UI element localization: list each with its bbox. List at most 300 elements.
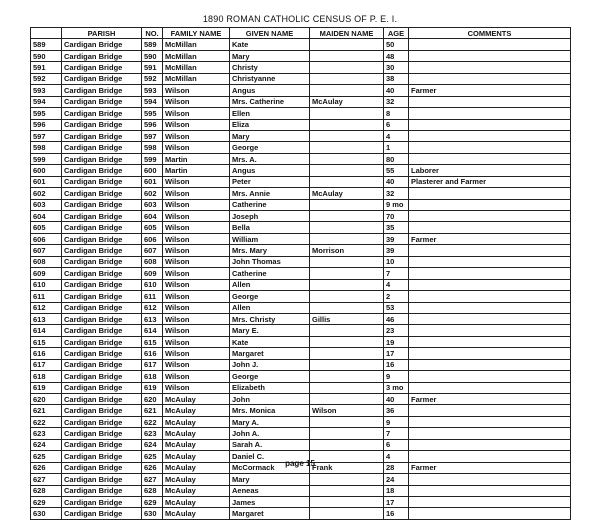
parish-cell: Cardigan Bridge	[62, 245, 142, 256]
comments-cell	[409, 119, 571, 130]
maiden-name-cell	[310, 336, 384, 347]
comments-cell	[409, 405, 571, 416]
row-number: 616	[31, 348, 62, 359]
number-cell: 589	[142, 39, 163, 50]
parish-cell: Cardigan Bridge	[62, 176, 142, 187]
table-row	[31, 313, 571, 324]
family-name-cell: McAulay	[163, 462, 230, 473]
row-number: 590	[31, 50, 62, 61]
family-name-cell: Wilson	[163, 291, 230, 302]
given-name-cell: Sarah A.	[230, 439, 310, 450]
age-cell: 4	[384, 130, 409, 141]
given-name-cell: Angus	[230, 85, 310, 96]
row-number: 603	[31, 199, 62, 210]
age-cell: 55	[384, 165, 409, 176]
maiden-name-cell	[310, 382, 384, 393]
given-name-cell: George	[230, 371, 310, 382]
comments-cell	[409, 188, 571, 199]
comments-cell	[409, 428, 571, 439]
number-cell: 591	[142, 62, 163, 73]
maiden-name-cell	[310, 211, 384, 222]
age-cell: 36	[384, 405, 409, 416]
table-row	[31, 211, 571, 222]
comments-cell	[409, 222, 571, 233]
row-number: 591	[31, 62, 62, 73]
parish-cell: Cardigan Bridge	[62, 313, 142, 324]
row-number: 629	[31, 496, 62, 507]
table-row	[31, 73, 571, 84]
family-name-cell: McAulay	[163, 439, 230, 450]
row-number: 605	[31, 222, 62, 233]
maiden-name-cell	[310, 256, 384, 267]
comments-cell	[409, 439, 571, 450]
given-name-cell: Mrs. Annie	[230, 188, 310, 199]
table-row	[31, 291, 571, 302]
row-number: 615	[31, 336, 62, 347]
family-name-cell: McAulay	[163, 451, 230, 462]
number-cell: 595	[142, 108, 163, 119]
comments-cell	[409, 62, 571, 73]
column-header-given-name: GIVEN NAME	[230, 28, 310, 39]
table-row	[31, 474, 571, 485]
table-row	[31, 302, 571, 313]
given-name-cell: Margaret	[230, 348, 310, 359]
family-name-cell: McAulay	[163, 394, 230, 405]
age-cell: 16	[384, 508, 409, 519]
family-name-cell: Wilson	[163, 313, 230, 324]
family-name-cell: Wilson	[163, 176, 230, 187]
table-row	[31, 508, 571, 519]
table-row	[31, 496, 571, 507]
row-number: 601	[31, 176, 62, 187]
family-name-cell: Wilson	[163, 302, 230, 313]
given-name-cell: Allen	[230, 302, 310, 313]
row-number: 621	[31, 405, 62, 416]
row-number: 598	[31, 142, 62, 153]
number-cell: 628	[142, 485, 163, 496]
parish-cell: Cardigan Bridge	[62, 291, 142, 302]
parish-cell: Cardigan Bridge	[62, 268, 142, 279]
parish-cell: Cardigan Bridge	[62, 222, 142, 233]
comments-cell	[409, 382, 571, 393]
maiden-name-cell	[310, 85, 384, 96]
age-cell: 3 mo	[384, 382, 409, 393]
row-number: 589	[31, 39, 62, 50]
number-cell: 618	[142, 371, 163, 382]
age-cell: 17	[384, 496, 409, 507]
comments-cell: Farmer	[409, 462, 571, 473]
comments-cell	[409, 302, 571, 313]
maiden-name-cell	[310, 39, 384, 50]
row-number: 610	[31, 279, 62, 290]
family-name-cell: Wilson	[163, 211, 230, 222]
age-cell: 39	[384, 245, 409, 256]
given-name-cell: George	[230, 291, 310, 302]
maiden-name-cell	[310, 165, 384, 176]
parish-cell: Cardigan Bridge	[62, 108, 142, 119]
age-cell: 6	[384, 439, 409, 450]
maiden-name-cell	[310, 325, 384, 336]
comments-cell: Farmer	[409, 394, 571, 405]
family-name-cell: Wilson	[163, 96, 230, 107]
given-name-cell: William	[230, 233, 310, 244]
number-cell: 604	[142, 211, 163, 222]
family-name-cell: Wilson	[163, 108, 230, 119]
row-number: 612	[31, 302, 62, 313]
age-cell: 8	[384, 108, 409, 119]
census-table	[30, 27, 571, 520]
given-name-cell: Christy	[230, 62, 310, 73]
family-name-cell: McAulay	[163, 428, 230, 439]
page-title: 1890 ROMAN CATHOLIC CENSUS OF P. E. I.	[202, 14, 398, 24]
parish-cell: Cardigan Bridge	[62, 382, 142, 393]
number-cell: 627	[142, 474, 163, 485]
comments-cell	[409, 153, 571, 164]
maiden-name-cell	[310, 439, 384, 450]
given-name-cell: Daniel C.	[230, 451, 310, 462]
number-cell: 611	[142, 291, 163, 302]
given-name-cell: John Thomas	[230, 256, 310, 267]
family-name-cell: Wilson	[163, 279, 230, 290]
family-name-cell: McAulay	[163, 496, 230, 507]
number-cell: 626	[142, 462, 163, 473]
parish-cell: Cardigan Bridge	[62, 359, 142, 370]
number-cell: 603	[142, 199, 163, 210]
maiden-name-cell	[310, 222, 384, 233]
parish-cell: Cardigan Bridge	[62, 336, 142, 347]
parish-cell: Cardigan Bridge	[62, 119, 142, 130]
age-cell: 48	[384, 50, 409, 61]
number-cell: 593	[142, 85, 163, 96]
number-cell: 601	[142, 176, 163, 187]
number-cell: 599	[142, 153, 163, 164]
row-number: 592	[31, 73, 62, 84]
table-row	[31, 39, 571, 50]
row-number: 600	[31, 165, 62, 176]
family-name-cell: Martin	[163, 153, 230, 164]
table-row	[31, 119, 571, 130]
number-cell: 610	[142, 279, 163, 290]
given-name-cell: John	[230, 394, 310, 405]
column-header-family-name: FAMILY NAME	[163, 28, 230, 39]
maiden-name-cell	[310, 199, 384, 210]
age-cell: 46	[384, 313, 409, 324]
maiden-name-cell: Frank	[310, 462, 384, 473]
age-cell: 53	[384, 302, 409, 313]
comments-cell	[409, 73, 571, 84]
row-number: 619	[31, 382, 62, 393]
maiden-name-cell	[310, 348, 384, 359]
given-name-cell: Mrs. Catherine	[230, 96, 310, 107]
number-cell: 614	[142, 325, 163, 336]
parish-cell: Cardigan Bridge	[62, 485, 142, 496]
family-name-cell: Wilson	[163, 359, 230, 370]
table-row	[31, 233, 571, 244]
given-name-cell: Mrs. Mary	[230, 245, 310, 256]
comments-cell	[409, 371, 571, 382]
maiden-name-cell	[310, 50, 384, 61]
table-row	[31, 188, 571, 199]
given-name-cell: Allen	[230, 279, 310, 290]
family-name-cell: Wilson	[163, 188, 230, 199]
family-name-cell: Wilson	[163, 382, 230, 393]
number-cell: 605	[142, 222, 163, 233]
given-name-cell: Mrs. Monica	[230, 405, 310, 416]
table-row	[31, 371, 571, 382]
comments-cell	[409, 325, 571, 336]
comments-cell	[409, 359, 571, 370]
maiden-name-cell	[310, 119, 384, 130]
maiden-name-cell: Wilson	[310, 405, 384, 416]
column-header-parish: PARISH	[62, 28, 142, 39]
maiden-name-cell	[310, 233, 384, 244]
given-name-cell: John A.	[230, 428, 310, 439]
parish-cell: Cardigan Bridge	[62, 130, 142, 141]
age-cell: 30	[384, 62, 409, 73]
family-name-cell: McMillan	[163, 39, 230, 50]
row-number: 627	[31, 474, 62, 485]
parish-cell: Cardigan Bridge	[62, 233, 142, 244]
family-name-cell: Wilson	[163, 256, 230, 267]
family-name-cell: Wilson	[163, 199, 230, 210]
number-cell: 594	[142, 96, 163, 107]
given-name-cell: Ellen	[230, 108, 310, 119]
table-row	[31, 428, 571, 439]
given-name-cell: Mary	[230, 50, 310, 61]
row-number: 602	[31, 188, 62, 199]
comments-cell: Farmer	[409, 233, 571, 244]
comments-cell	[409, 199, 571, 210]
age-cell: 39	[384, 233, 409, 244]
family-name-cell: Wilson	[163, 245, 230, 256]
given-name-cell: Mrs. Christy	[230, 313, 310, 324]
parish-cell: Cardigan Bridge	[62, 73, 142, 84]
comments-cell	[409, 279, 571, 290]
number-cell: 609	[142, 268, 163, 279]
table-row	[31, 359, 571, 370]
family-name-cell: Wilson	[163, 371, 230, 382]
table-row	[31, 439, 571, 450]
number-cell: 597	[142, 130, 163, 141]
age-cell: 1	[384, 142, 409, 153]
comments-cell	[409, 39, 571, 50]
given-name-cell: Peter	[230, 176, 310, 187]
comments-cell: Plasterer and Farmer	[409, 176, 571, 187]
age-cell: 9	[384, 416, 409, 427]
number-cell: 600	[142, 165, 163, 176]
column-header-no: NO.	[142, 28, 163, 39]
maiden-name-cell	[310, 359, 384, 370]
comments-cell	[409, 496, 571, 507]
number-cell: 616	[142, 348, 163, 359]
number-cell: 592	[142, 73, 163, 84]
comments-cell	[409, 96, 571, 107]
maiden-name-cell	[310, 428, 384, 439]
comments-cell	[409, 336, 571, 347]
number-cell: 622	[142, 416, 163, 427]
table-row	[31, 50, 571, 61]
row-number: 617	[31, 359, 62, 370]
maiden-name-cell	[310, 268, 384, 279]
age-cell: 24	[384, 474, 409, 485]
row-number: 599	[31, 153, 62, 164]
number-cell: 630	[142, 508, 163, 519]
parish-cell: Cardigan Bridge	[62, 85, 142, 96]
parish-cell: Cardigan Bridge	[62, 199, 142, 210]
number-cell: 612	[142, 302, 163, 313]
age-cell: 28	[384, 462, 409, 473]
family-name-cell: Wilson	[163, 268, 230, 279]
parish-cell: Cardigan Bridge	[62, 405, 142, 416]
age-cell: 6	[384, 119, 409, 130]
row-number: 626	[31, 462, 62, 473]
parish-cell: Cardigan Bridge	[62, 142, 142, 153]
given-name-cell: Kate	[230, 39, 310, 50]
table-row	[31, 245, 571, 256]
maiden-name-cell: McAulay	[310, 96, 384, 107]
table-row	[31, 130, 571, 141]
given-name-cell: McCormack	[230, 462, 310, 473]
number-cell: 615	[142, 336, 163, 347]
parish-cell: Cardigan Bridge	[62, 50, 142, 61]
maiden-name-cell: Gillis	[310, 313, 384, 324]
family-name-cell: Wilson	[163, 336, 230, 347]
comments-cell	[409, 245, 571, 256]
given-name-cell: Margaret	[230, 508, 310, 519]
maiden-name-cell	[310, 302, 384, 313]
given-name-cell: James	[230, 496, 310, 507]
maiden-name-cell	[310, 176, 384, 187]
parish-cell: Cardigan Bridge	[62, 462, 142, 473]
age-cell: 9 mo	[384, 199, 409, 210]
parish-cell: Cardigan Bridge	[62, 325, 142, 336]
maiden-name-cell	[310, 142, 384, 153]
table-row	[31, 268, 571, 279]
number-cell: 598	[142, 142, 163, 153]
table-row	[31, 85, 571, 96]
given-name-cell: Mary A.	[230, 416, 310, 427]
number-cell: 596	[142, 119, 163, 130]
column-header-age: AGE	[384, 28, 409, 39]
maiden-name-cell	[310, 279, 384, 290]
parish-cell: Cardigan Bridge	[62, 302, 142, 313]
parish-cell: Cardigan Bridge	[62, 188, 142, 199]
age-cell: 17	[384, 348, 409, 359]
comments-cell	[409, 291, 571, 302]
row-number-header	[31, 28, 62, 39]
maiden-name-cell	[310, 394, 384, 405]
parish-cell: Cardigan Bridge	[62, 96, 142, 107]
table-row	[31, 279, 571, 290]
family-name-cell: McAulay	[163, 474, 230, 485]
row-number: 595	[31, 108, 62, 119]
age-cell: 10	[384, 256, 409, 267]
age-cell: 50	[384, 39, 409, 50]
row-number: 618	[31, 371, 62, 382]
row-number: 596	[31, 119, 62, 130]
maiden-name-cell	[310, 508, 384, 519]
age-cell: 70	[384, 211, 409, 222]
parish-cell: Cardigan Bridge	[62, 153, 142, 164]
table-row	[31, 62, 571, 73]
given-name-cell: Mary E.	[230, 325, 310, 336]
maiden-name-cell	[310, 496, 384, 507]
table-row	[31, 96, 571, 107]
age-cell: 35	[384, 222, 409, 233]
comments-cell	[409, 268, 571, 279]
age-cell: 40	[384, 85, 409, 96]
maiden-name-cell	[310, 73, 384, 84]
parish-cell: Cardigan Bridge	[62, 508, 142, 519]
family-name-cell: McMillan	[163, 73, 230, 84]
given-name-cell: Mary	[230, 130, 310, 141]
comments-cell	[409, 211, 571, 222]
maiden-name-cell	[310, 416, 384, 427]
row-number: 625	[31, 451, 62, 462]
comments-cell	[409, 474, 571, 485]
maiden-name-cell	[310, 474, 384, 485]
age-cell: 32	[384, 96, 409, 107]
number-cell: 619	[142, 382, 163, 393]
age-cell: 23	[384, 325, 409, 336]
family-name-cell: Wilson	[163, 85, 230, 96]
parish-cell: Cardigan Bridge	[62, 211, 142, 222]
given-name-cell: Mrs. A.	[230, 153, 310, 164]
table-row	[31, 348, 571, 359]
maiden-name-cell: McAulay	[310, 188, 384, 199]
given-name-cell: Kate	[230, 336, 310, 347]
maiden-name-cell	[310, 62, 384, 73]
family-name-cell: Wilson	[163, 222, 230, 233]
family-name-cell: Wilson	[163, 348, 230, 359]
given-name-cell: Elizabeth	[230, 382, 310, 393]
given-name-cell: Catherine	[230, 268, 310, 279]
row-number: 593	[31, 85, 62, 96]
comments-cell	[409, 348, 571, 359]
table-header-row	[31, 28, 571, 39]
family-name-cell: McMillan	[163, 62, 230, 73]
given-name-cell: Eliza	[230, 119, 310, 130]
number-cell: 606	[142, 233, 163, 244]
row-number: 622	[31, 416, 62, 427]
family-name-cell: Wilson	[163, 325, 230, 336]
parish-cell: Cardigan Bridge	[62, 428, 142, 439]
number-cell: 629	[142, 496, 163, 507]
row-number: 613	[31, 313, 62, 324]
family-name-cell: Wilson	[163, 119, 230, 130]
table-row	[31, 416, 571, 427]
parish-cell: Cardigan Bridge	[62, 439, 142, 450]
row-number: 620	[31, 394, 62, 405]
given-name-cell: John J.	[230, 359, 310, 370]
comments-cell	[409, 142, 571, 153]
age-cell: 7	[384, 268, 409, 279]
maiden-name-cell	[310, 485, 384, 496]
age-cell: 38	[384, 73, 409, 84]
family-name-cell: Wilson	[163, 142, 230, 153]
parish-cell: Cardigan Bridge	[62, 371, 142, 382]
table-row	[31, 336, 571, 347]
maiden-name-cell	[310, 153, 384, 164]
given-name-cell: Christyanne	[230, 73, 310, 84]
table-row	[31, 199, 571, 210]
given-name-cell: Joseph	[230, 211, 310, 222]
parish-cell: Cardigan Bridge	[62, 62, 142, 73]
number-cell: 607	[142, 245, 163, 256]
age-cell: 40	[384, 394, 409, 405]
row-number: 604	[31, 211, 62, 222]
number-cell: 608	[142, 256, 163, 267]
